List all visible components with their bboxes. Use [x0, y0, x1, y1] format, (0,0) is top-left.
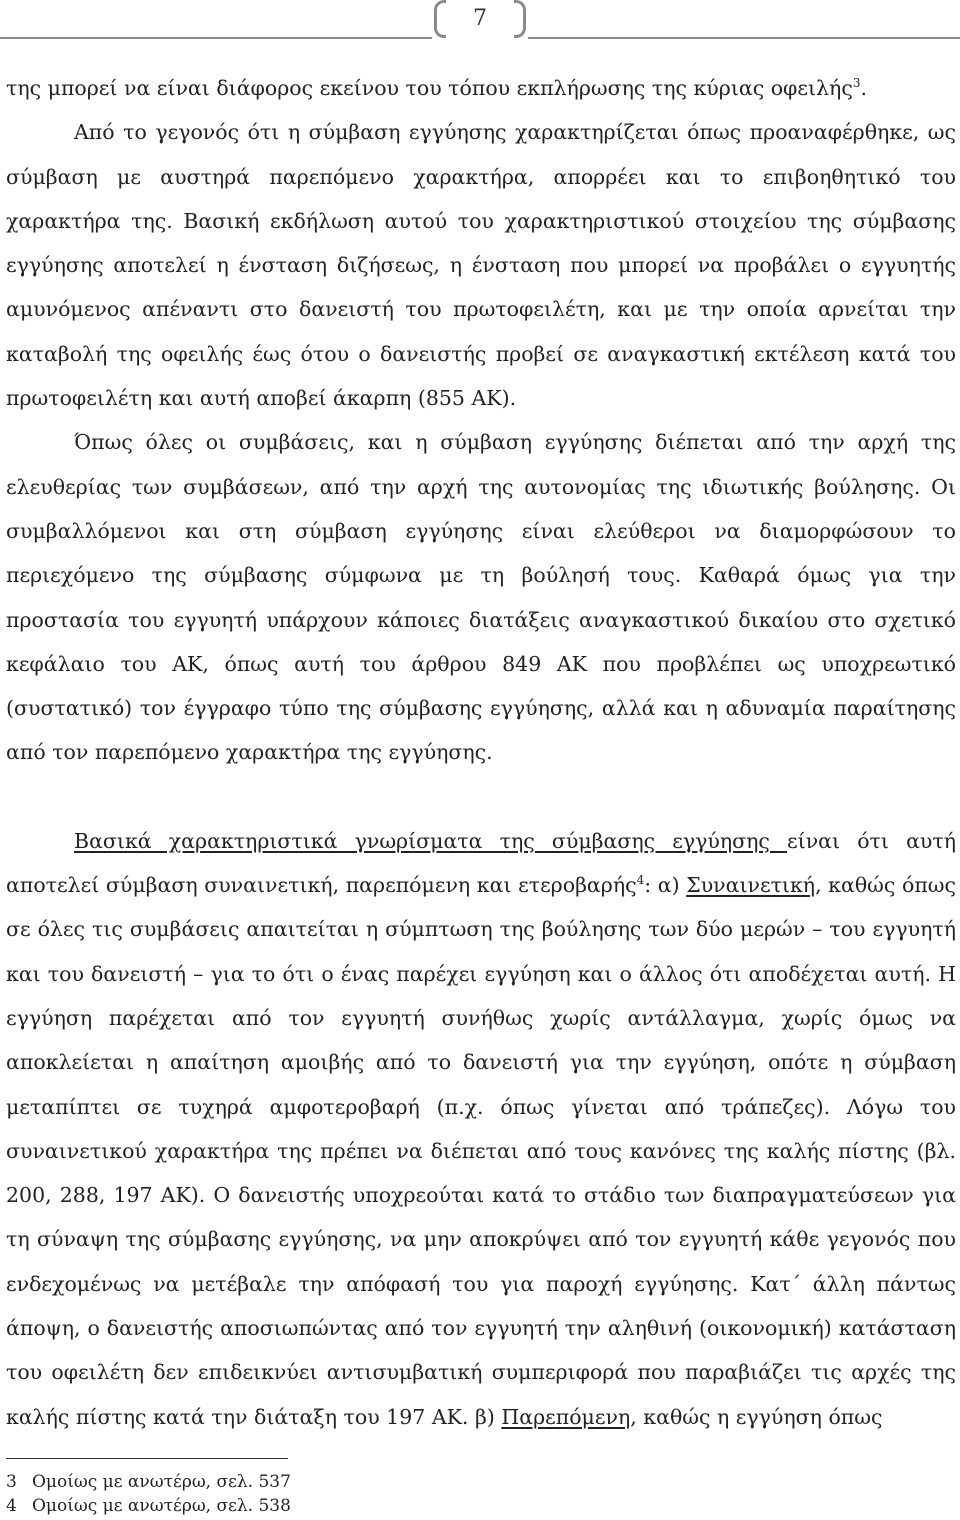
footnotes [6, 1470, 606, 1518]
right-brace-ornament [514, 0, 526, 38]
paragraph-accessory-character: Από το γεγονός ότι η σύμβαση εγγύησης χαρακτηρίζεται όπως προαναφέρθηκε, ως σύμβαση με αυστηρά παρεπόμενο χαρακτήρα, απορρέει και το επιβοηθητικό του χαρακτήρα της. Βασική εκδήλωση αυτού του χαρακτηριστικού στοιχείου της σύμβασης εγγύησης αποτελεί η ένσταση διζήσεως, η ένσταση που μπορεί να προβάλει ο εγγυητής αμυνόμενος απέναντι στο δανειστή του πρωτοφειλέτη, και με την οποία αρνείται την καταβολή της οφειλής έως ότου ο δανειστής προβεί σε αναγκαστική εκτέλεση κατά του πρωτοφειλέτη και αυτή αποβεί άκαρπη (855 ΑΚ). [6, 120, 956, 411]
footnote-ref-3[interactable]: 3 [852, 76, 861, 91]
footnote-number: 3 [6, 1472, 17, 1492]
footnote-ref-4[interactable]: 4 [636, 873, 645, 888]
term-accessory: Παρεπόμενη [501, 1404, 631, 1429]
page-number: 7 [473, 6, 487, 31]
paragraph-characteristics: Βασικά χαρακτηριστικά γνωρίσματα της σύμβασης εγγύησης είναι ότι αυτή αποτελεί σύμβαση συναινετική, παρεπόμενη και ετεροβαρής$^4$: α) Συναινετική, καθώς όπως σε όλες τις συμβάσεις απαιτείται η σύμπτωση της βούλησης των δύο μερών – του εγγυητή και του δανειστή – για το ότι ο ένας παρέχει εγγύηση και ο άλλος ότι αποδέχεται αυτή. Η εγγύηση παρέχεται από τον εγγυητή συνήθως χωρίς αντάλλαγμα, χωρίς όμως να αποκλείεται η απαίτηση αμοιβής από το δανειστή για την εγγύηση, οπότε η σύμβαση μεταπίπτει σε τυχηρά αμφοτεροβαρή (π.χ. όπως γίνεται από τράπεζες). Λόγω του συναινετικού χαρακτήρα της πρέπει να διέπεται από τους κανόνες της καλής πίστης (βλ. 200, 288, 197 ΑΚ). Ο δανειστής υποχρεούται κατά το στάδιο των διαπραγματεύσεων για τη σύναψη της σύμβασης εγγύησης, να μην αποκρύψει από τον εγγυητή κάθε γεγονός που ενδεχομένως να μετέβαλε την απόφασή του για παροχή εγγύησης. Κατ΄ άλλη πάντως άποψη, ο δανειστής αποσιωπώντας από τον εγγυητή την αληθινή (οικονομική) κατάσταση του οφειλέτη δεν επιδεικνύει αντισυμβατική συμπεριφορά που παραβιάζει τις αρχές της καλής πίστης κατά την διάταξη του 197 ΑΚ. β) Παρεπόμενη, καθώς η εγγύηση όπως [6, 828, 957, 1429]
footnote-separator [6, 1458, 288, 1459]
footnote-number: 4 [6, 1496, 17, 1516]
body-text [6, 66, 956, 1439]
footnote-3 [6, 1470, 606, 1494]
footnote-text: Ομοίως με ανωτέρω, σελ. 538 [32, 1496, 291, 1516]
left-brace-ornament [434, 0, 446, 38]
term-consensual: Συναινετική [686, 873, 816, 898]
paragraph-freedom-of-contract: Όπως όλες οι συμβάσεις, και η σύμβαση εγγύησης διέπεται από την αρχή της ελευθερίας των συμβάσεων, από την αρχή της αυτονομίας της ιδιωτικής βούλησης. Οι συμβαλλόμενοι και στη σύμβαση εγγύησης είναι ελεύθεροι να διαμορφώσουν το περιεχόμενο της σύμβασης σύμφωνα με τη βούλησή τους. Καθαρά όμως για την προστασία του εγγυητή υπάρχουν κάποιες διατάξεις αναγκαστικού δικαίου στο σχετικό κεφάλαιο του ΑΚ, όπως αυτή του άρθρου 849 ΑΚ που προβλέπει ως υποχρεωτικό (συστατικό) τον έγγραφο τύπο της σύμβασης εγγύησης, αλλά και η αδυναμία παραίτησης από τον παρεπόμενο χαρακτήρα της εγγύησης. [6, 430, 956, 765]
footnote-text: Ομοίως με ανωτέρω, σελ. 537 [32, 1472, 291, 1492]
characteristics-heading: Βασικά χαρακτηριστικά γνωρίσματα της σύμβασης εγγύησης [74, 828, 788, 853]
footnote-4 [6, 1494, 606, 1518]
paragraph-continuation: της μπορεί να είναι διάφορος εκείνου του τόπου εκπλήρωσης της κύριας οφειλής$^3$. [6, 76, 867, 100]
